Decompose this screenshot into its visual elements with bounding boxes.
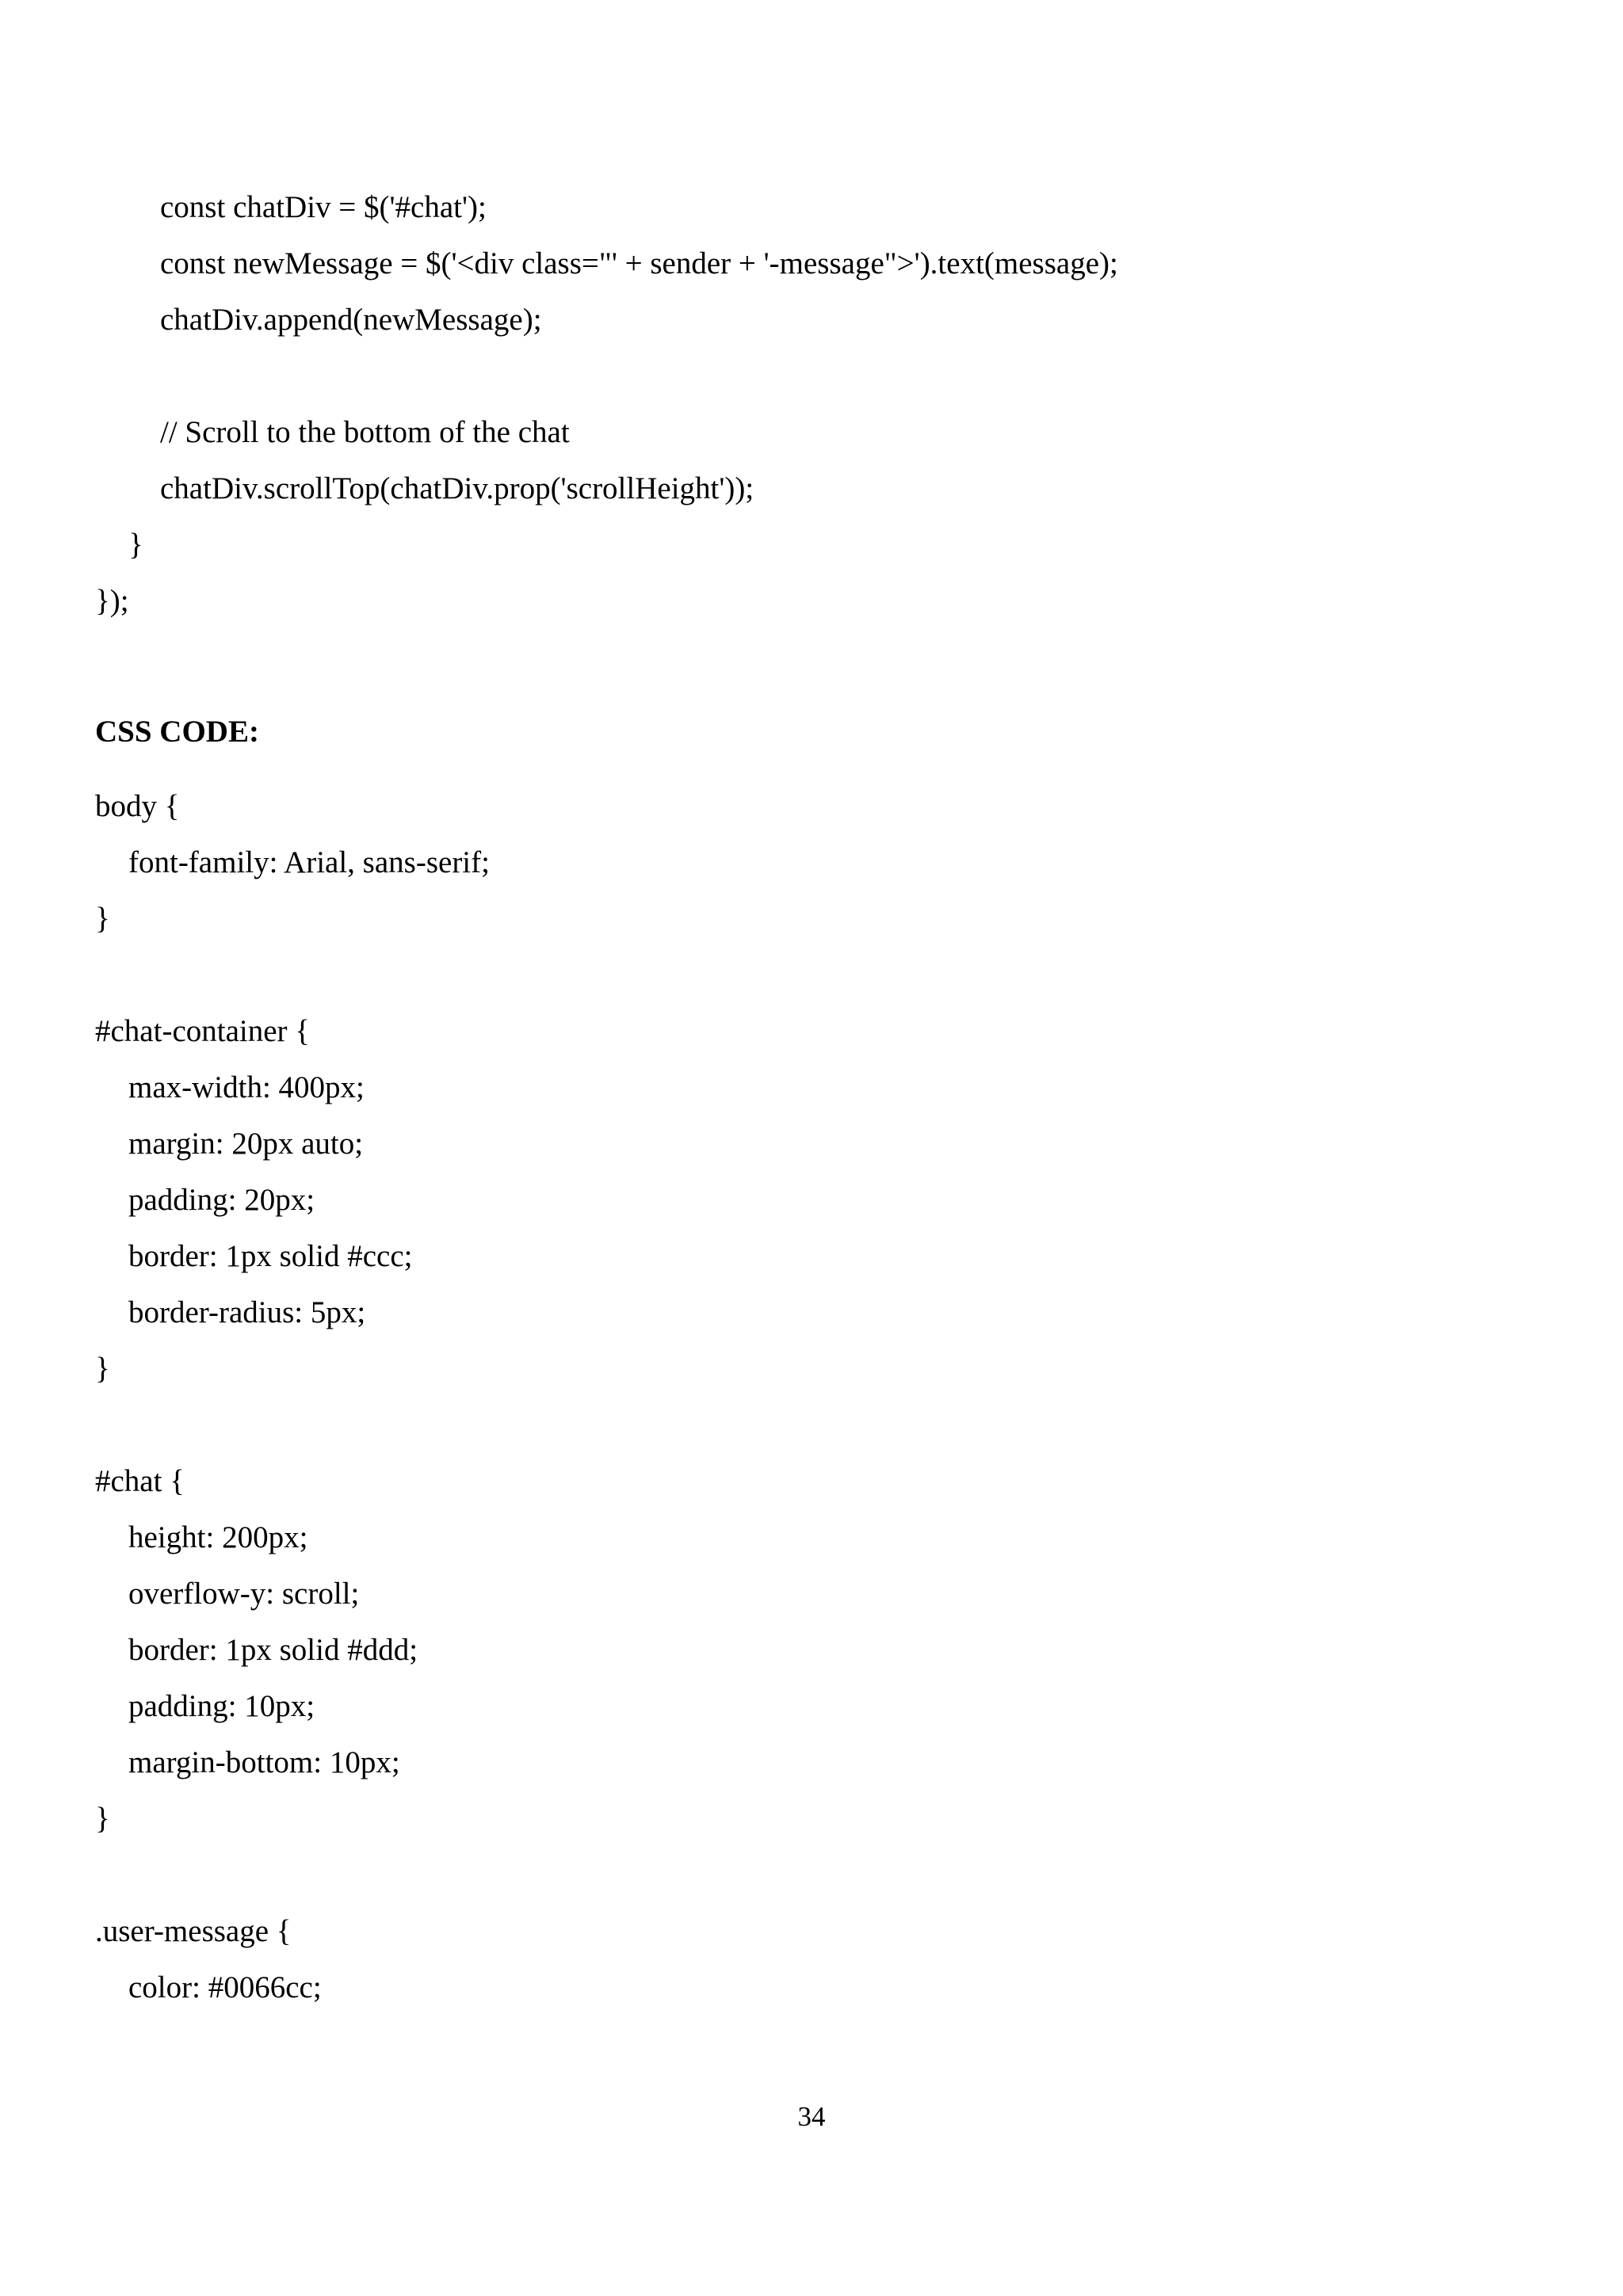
code-line: chatDiv.append(newMessage); [160, 303, 542, 337]
code-line: #chat { [95, 1464, 185, 1498]
code-line: const chatDiv = $('#chat'); [160, 190, 487, 224]
code-line: }); [95, 584, 129, 618]
code-line: } [128, 528, 143, 562]
code-line: margin-bottom: 10px; [128, 1745, 400, 1779]
code-line: height: 200px; [128, 1520, 308, 1554]
code-line: overflow-y: scroll; [128, 1577, 360, 1611]
code-line: padding: 20px; [128, 1183, 315, 1217]
code-line: border-radius: 5px; [128, 1295, 366, 1329]
code-line: font-family: Arial, sans-serif; [128, 845, 490, 879]
code-line: const newMessage = $('<div class="' + sender + '-message">').text(message); [160, 246, 1118, 280]
page-number: 34 [797, 2101, 826, 2132]
code-line: .user-message { [95, 1914, 292, 1948]
code-line: } [95, 1802, 110, 1836]
code-line: border: 1px solid #ddd; [128, 1633, 418, 1667]
code-line: margin: 20px auto; [128, 1127, 364, 1161]
code-line: } [95, 1352, 110, 1386]
code-line: } [95, 902, 110, 936]
code-comment-line: // Scroll to the bottom of the chat [160, 415, 570, 449]
code-line: chatDiv.scrollTop(chatDiv.prop('scrollHeight')); [160, 471, 754, 505]
code-line: color: #0066cc; [128, 1970, 322, 2004]
code-line: max-width: 400px; [128, 1070, 365, 1104]
section-heading: CSS CODE: [95, 715, 259, 749]
code-line: padding: 10px; [128, 1689, 315, 1723]
code-line: #chat-container { [95, 1014, 311, 1048]
code-line: border: 1px solid #ccc; [128, 1239, 413, 1273]
code-line: body { [95, 789, 180, 823]
